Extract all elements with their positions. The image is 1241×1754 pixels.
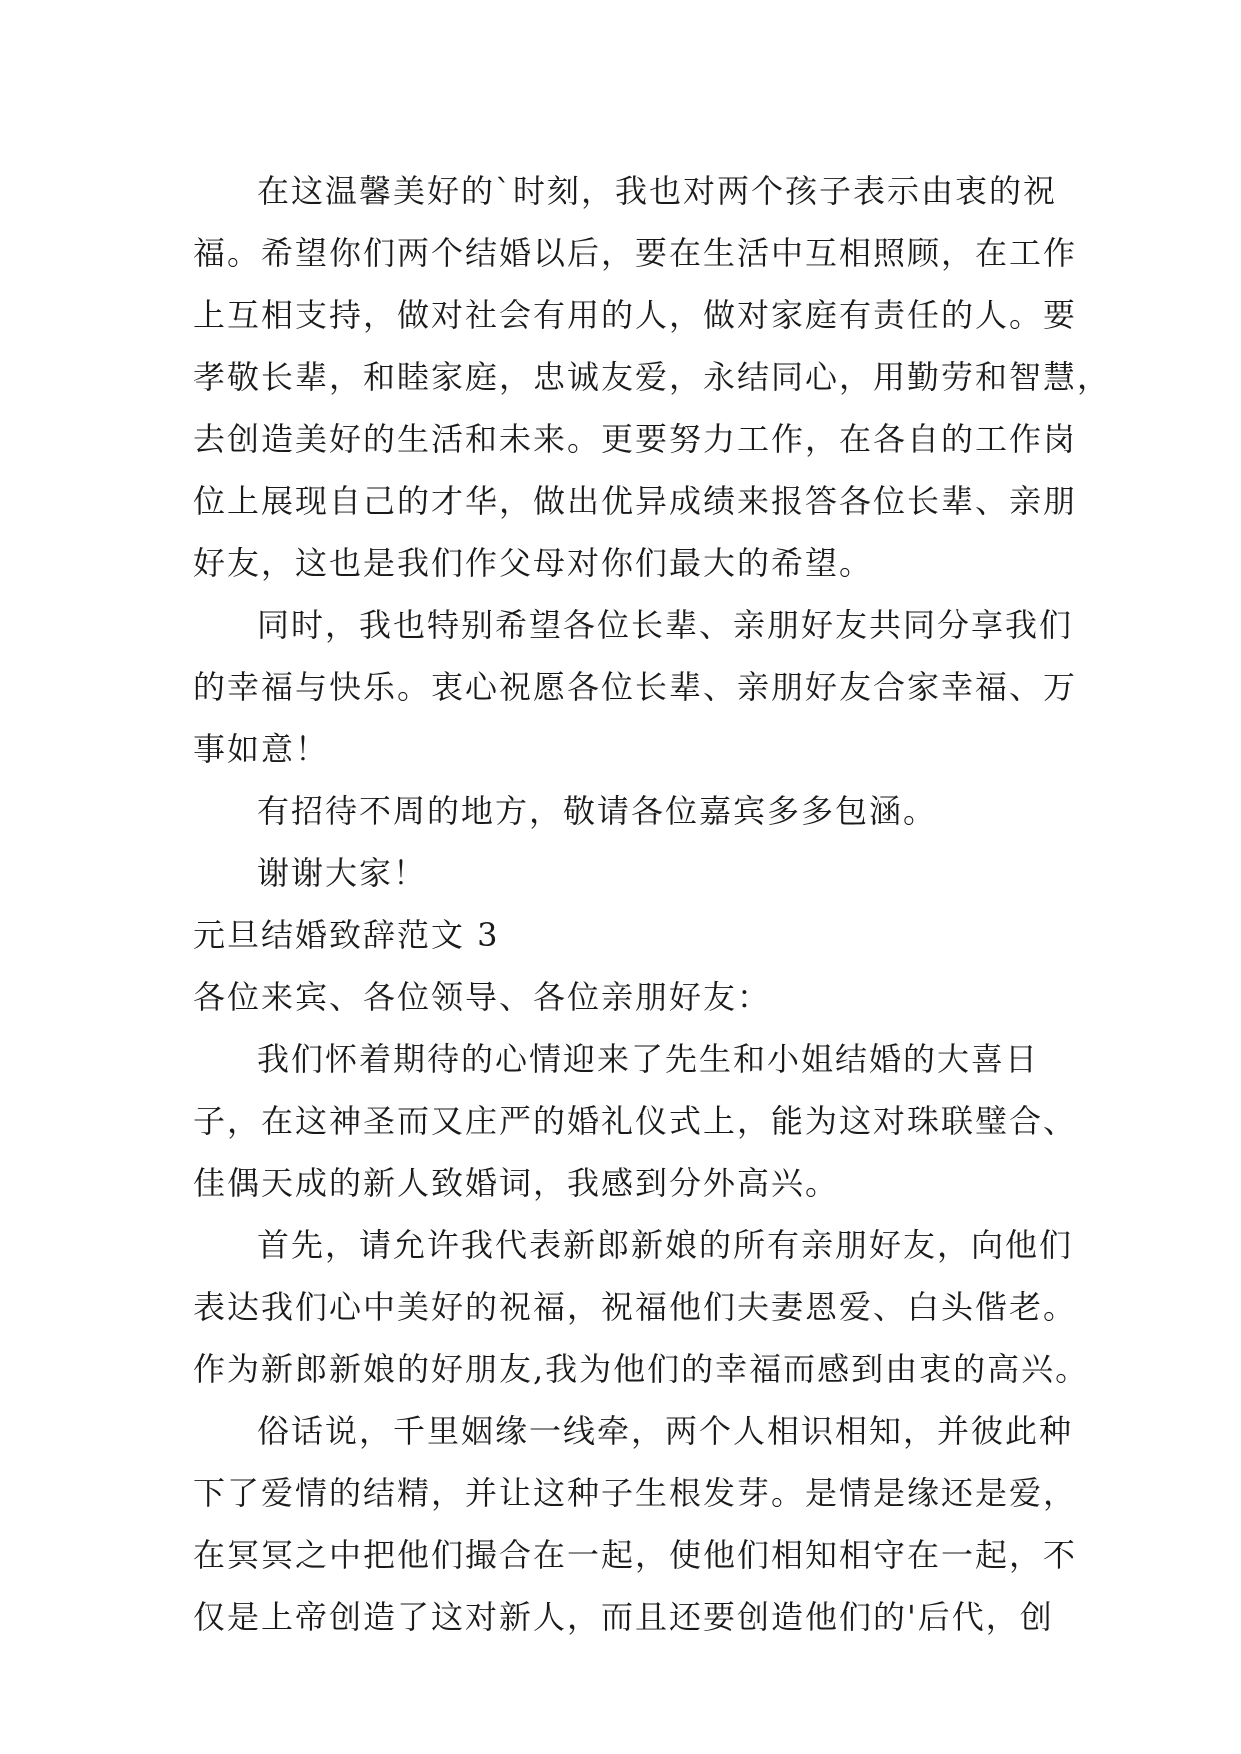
text-line: 元旦结婚致辞范文 3 bbox=[193, 916, 500, 954]
text-line: 仅是上帝创造了这对新人，而且还要创造他们的'后代，创 bbox=[193, 1598, 1054, 1636]
document-body bbox=[193, 160, 1112, 1648]
text-line: 我们怀着期待的心情迎来了先生和小姐结婚的大喜日 bbox=[257, 1040, 1040, 1078]
text-line: 作为新郎新娘的好朋友,我为他们的幸福而感到由衷的高兴。 bbox=[193, 1350, 1090, 1388]
text-line: 福。希望你们两个结婚以后，要在生活中互相照顾，在工作 bbox=[193, 234, 1078, 272]
text-line: 谢谢大家！ bbox=[257, 854, 428, 892]
text-line: 的幸福与快乐。衷心祝愿各位长辈、亲朋好友合家幸福、万 bbox=[193, 668, 1078, 706]
text-line: 在这温馨美好的`时刻，我也对两个孩子表示由衷的祝 bbox=[257, 172, 1058, 210]
text-line: 表达我们心中美好的祝福，祝福他们夫妻恩爱、白头偕老。 bbox=[193, 1288, 1078, 1326]
text-line: 同时，我也特别希望各位长辈、亲朋好友共同分享我们 bbox=[257, 606, 1074, 644]
text-line: 在冥冥之中把他们撮合在一起，使他们相知相守在一起，不 bbox=[193, 1536, 1078, 1574]
text-line: 首先，请允许我代表新郎新娘的所有亲朋好友，向他们 bbox=[257, 1226, 1074, 1264]
text-line: 事如意！ bbox=[193, 730, 330, 768]
text-line: 佳偶天成的新人致婚词，我感到分外高兴。 bbox=[193, 1164, 840, 1202]
text-line: 去创造美好的生活和未来。更要努力工作，在各自的工作岗 bbox=[193, 420, 1078, 458]
text-line: 位上展现自己的才华，做出优异成绩来报答各位长辈、亲朋 bbox=[193, 482, 1078, 520]
text-line: 孝敬长辈，和睦家庭，忠诚友爱，永结同心，用勤劳和智慧， bbox=[193, 358, 1112, 396]
text-line: 好友，这也是我们作父母对你们最大的希望。 bbox=[193, 544, 874, 582]
text-line: 各位来宾、各位领导、各位亲朋好友： bbox=[193, 978, 772, 1016]
text-line: 下了爱情的结精，并让这种子生根发芽。是情是缘还是爱， bbox=[193, 1474, 1078, 1512]
text-line: 俗话说，千里姻缘一线牵，两个人相识相知，并彼此种 bbox=[257, 1412, 1074, 1450]
text-line: 有招待不周的地方，敬请各位嘉宾多多包涵。 bbox=[257, 792, 938, 830]
text-line: 子，在这神圣而又庄严的婚礼仪式上，能为这对珠联璧合、 bbox=[193, 1102, 1078, 1140]
text-line: 上互相支持，做对社会有用的人，做对家庭有责任的人。要 bbox=[193, 296, 1078, 334]
